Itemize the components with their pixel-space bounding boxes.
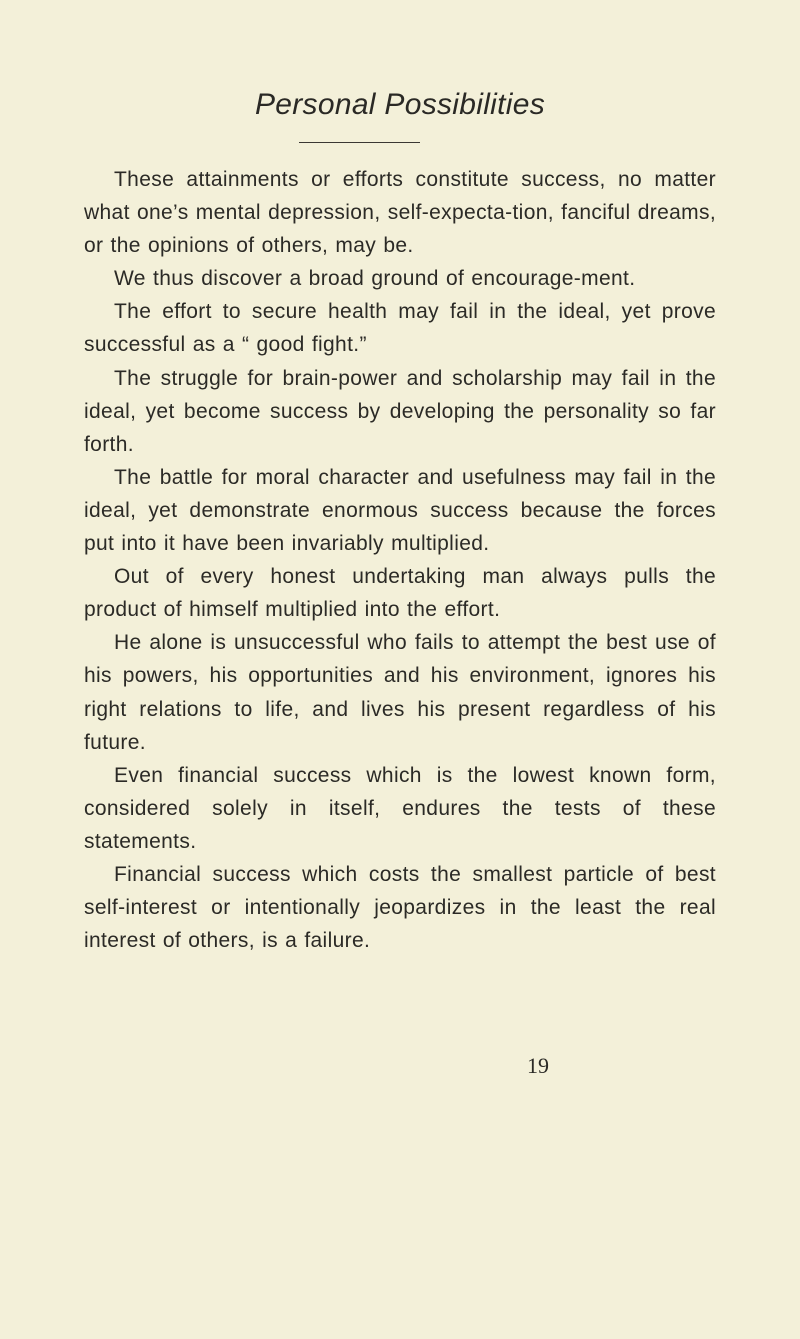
running-title: Personal Possibilities xyxy=(254,88,546,121)
page-body xyxy=(84,163,716,957)
paragraph-3: The effort to secure health may fail in the ideal, yet prove successful as a “ good fight.” xyxy=(84,300,716,357)
paragraph-5: The battle for moral character and usefulness may fail in the ideal, yet demonstrate enormous success because the forces put into it have been invariably multiplied. xyxy=(84,465,716,556)
page-header xyxy=(0,88,800,122)
paragraph-2: We thus discover a broad ground of encourage-ment. xyxy=(114,267,636,291)
paragraph-4: The struggle for brain-power and scholarship may fail in the ideal, yet become success by developing the personality so far forth. xyxy=(84,366,716,456)
paragraph-6: Out of every honest undertaking man always pulls the product of himself multiplied into the effort. xyxy=(84,565,716,622)
title-rule xyxy=(299,142,420,143)
paragraph-7: He alone is unsuccessful who fails to attempt the best use of his powers, his opportunities and his environment, ignores his right relations to life, and lives his present regardless of his future. xyxy=(84,631,716,754)
page-number: 19 xyxy=(527,1053,549,1078)
paragraph-8: Even financial success which is the lowest known form, considered solely in itself, endures the tests of these statements. xyxy=(84,763,716,853)
paragraph-9: Financial success which costs the smallest particle of best self-interest or intentionally jeopardizes in the least the real interest of others, is a failure. xyxy=(84,862,716,953)
paragraph-1: These attainments or efforts constitute success, no matter what one’s mental depression, self-expecta-tion, fanciful dreams, or the opinions of others, may be. xyxy=(84,168,716,258)
